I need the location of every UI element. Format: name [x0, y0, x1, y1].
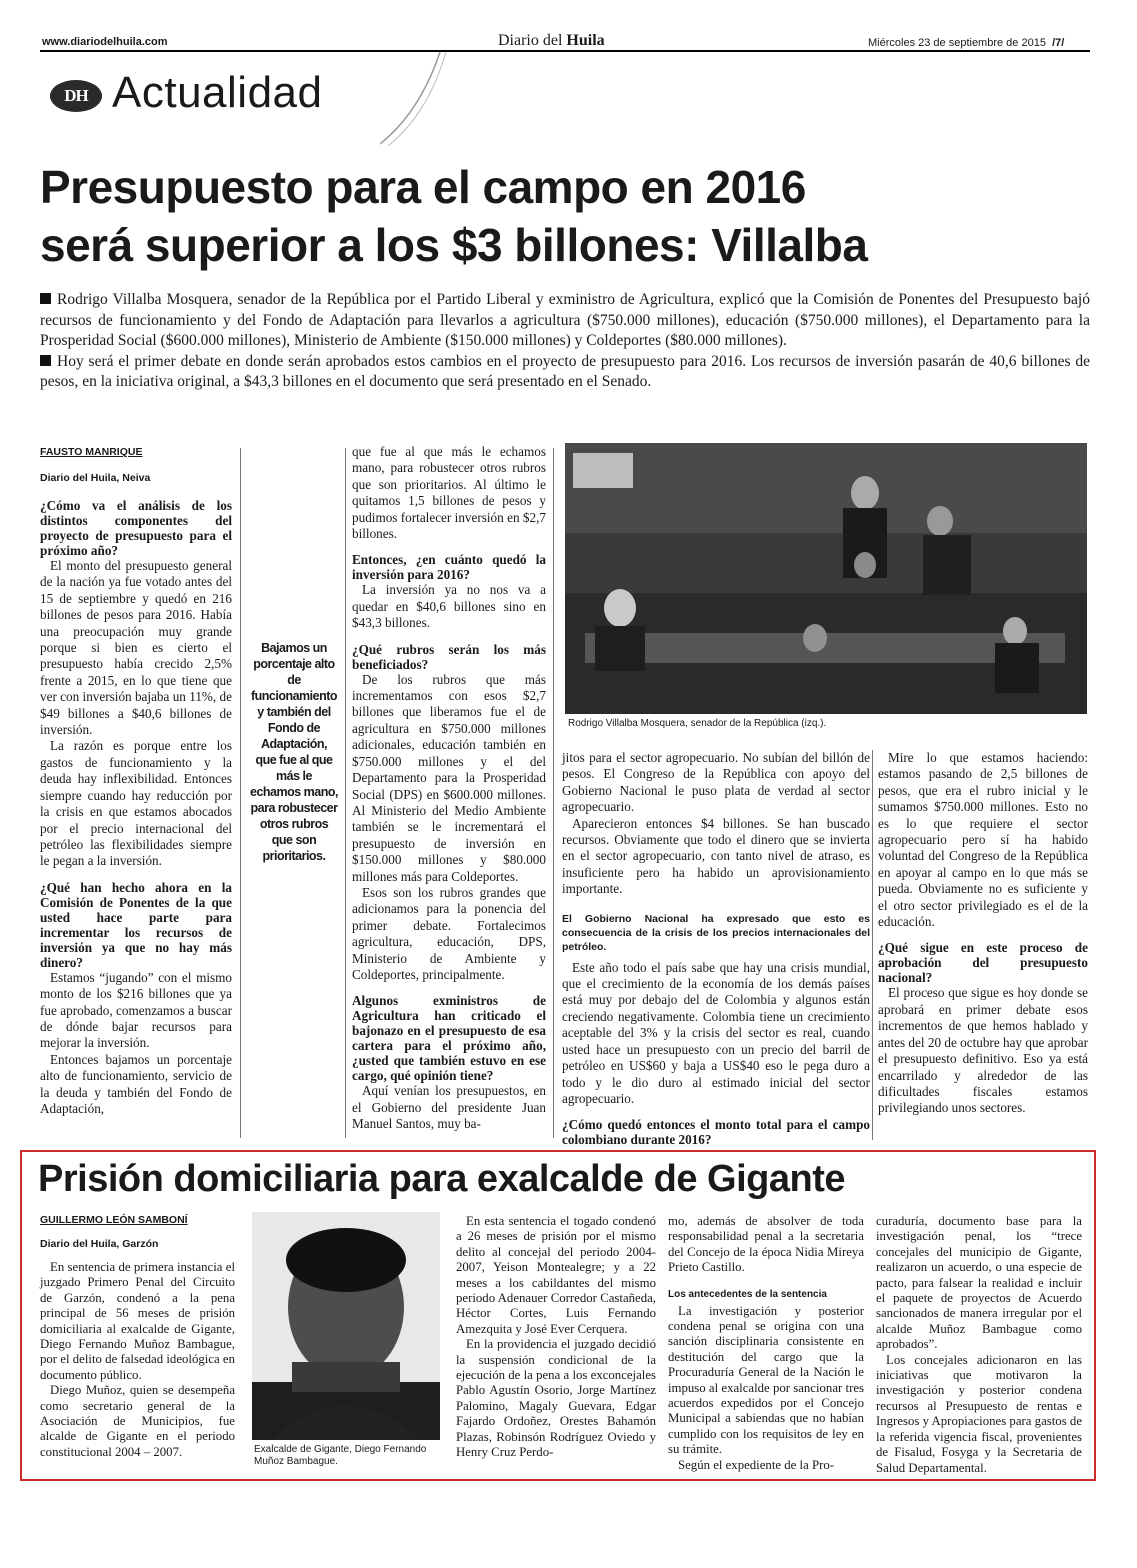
site-url: www.diariodelhuila.com: [42, 36, 168, 48]
byline: FAUSTO MANRIQUE: [40, 446, 143, 458]
page-number: /7/: [1052, 37, 1065, 49]
article2-column-4: [876, 1214, 1082, 1476]
main-headline: [40, 158, 1100, 274]
senate-photo: [565, 443, 1087, 714]
paragraph: En sentencia de primera instancia el juzgado Primero Penal del Circuito de Garzón, condenó a la pena principal de 56 meses de prisión domiciliaria al exalcalde de Gigante, Diego Fernando Muñoz Bambague, por el delito de falsedad ideológica en documento público.: [40, 1260, 235, 1382]
section-swoosh: [380, 52, 450, 147]
article2-column-2: [456, 1214, 656, 1461]
paragraph: Estamos “jugando” con el mismo monto de los $216 billones que ya fue aprobado, comenzamos a buscar de dónde bajar recursos para mejorar la inversión.: [40, 969, 232, 1051]
column-divider: [240, 448, 241, 1138]
article1-column-4: [562, 750, 870, 1147]
subhead: Los antecedentes de la sentencia: [668, 1288, 827, 1300]
column-divider: [553, 448, 554, 1138]
paragraph: De los rubros que más incrementamos con esos $2,7 billones que liberamos fue el de agricultura en $750.000 millones adicionales, educación también en $750.000 millones y el del Departamento para la Prosperidad Social (DPS) en $600.000 millones. Al Ministerio del Medio Ambiente también se le incrementará el presupuesto de inversión en $150.000 millones y $80.000 millones más para Coldeportes.: [352, 671, 546, 884]
paragraph: Aparecieron entonces $4 billones. Se han buscado recursos. Obviamente que todo el dinero que se invierta en el sector agropecuario, con tanto nivel de atraso, es insuficiente pero ha habido un aprovisionamiento importante.: [562, 815, 870, 897]
date-line: [868, 37, 1064, 49]
question: Algunos exministros de Agricultura han criticado el bajonazo en el presupuesto de esa cartera para el próximo año, ¿usted que también estuvo en ese cargo, qué opinión tiene?: [352, 993, 546, 1084]
photo-caption: Rodrigo Villalba Mosquera, senador de la República (izq.).: [568, 718, 827, 729]
column-divider: [872, 750, 873, 1140]
senate-photo-illustration: [565, 443, 1087, 714]
paragraph: La investigación y posterior condena penal se origina con una sanción disciplinaria consistente en destitución del cargo que la Procuraduría General de la Nación le impuso al exalcalde por sancionar tres acuerdos expedidos por el Concejo Municipal a sabiendas que no habían cumplido con los requisitos de ley en su trámite.: [668, 1303, 864, 1457]
paragraph: Diego Muñoz, quien se desempeña como secretario general de la Asociación de Municipios, fue alcalde de Gigante en el periodo constitucional 2004 – 2007.: [40, 1383, 235, 1459]
exmayor-photo-illustration: [252, 1212, 440, 1440]
question: Entonces, ¿en cuánto quedó la inversión para 2016?: [352, 552, 546, 583]
paragraph: Los concejales adicionaron en las iniciativas que motivaron la investigación y posterior condena recursos al Presupuesto de rentas e Ingresos y Apropiaciones para gastos de la referida vigencia fiscal, provenientes de Fisalud, Fosyga y la Secretaria de Salud Departamental.: [876, 1352, 1082, 1475]
question: ¿Qué rubros serán los más beneficiados?: [352, 641, 546, 672]
exmayor-photo: [252, 1212, 440, 1440]
paragraph: En esta sentencia el togado condenó a 26 meses de prisión por el mismo delito al concejal del periodo 2004- 2007, Yeison Montealegre; y a 22 meses a los cabildantes del mismo periodo Adenauer Corredor Castañeda, Héctor Cortes, Luis Fernando Amezquita y José Ever Cerquera.: [456, 1214, 656, 1336]
paragraph: Esos son los rubros grandes que adicionamos para la ponencia del primer debate. Fortalecimos agricultura, educación, DPS, Ministerio de Ambiente y Coldeportes, principalmente.: [352, 884, 546, 982]
paragraph: En la providencia el juzgado decidió la suspensión condicional de la ejecución de la pena a los exconcejales Pablo Agustín Osorio, Jorge Martínez Palomino, Magaly Guevara, Edgar Fajardo Ordoñez, Orestes Bahamón Plazas, Robinsón Rodríguez Oviedo y Henry Cruz Perdo-: [456, 1337, 656, 1460]
paper-name: [498, 32, 605, 50]
paper-name-b: Huila: [566, 32, 605, 49]
paragraph: El monto del presupuesto general de la nación ya fue votado antes del 15 de septiembre y quedó en 216 billones de pesos para 2016. Había una preocupación muy grande porque si bien es cierto el presupuesto había crecido 2,5% frente a 2015, en lo que tiene que ver con inversión bajaba un 11%, de $49 billones a $40,6 billones de inversión.: [40, 558, 232, 738]
paragraph: Aquí venían los presupuestos, en el Gobierno del presidente Juan Manuel Santos, muy ba-: [352, 1083, 546, 1132]
paragraph: El proceso que sigue es hoy donde se aprobará en primer debate esos incrementos de que hemos hablado y antes del 20 de octubre hay que aprobar el presupuesto definitivo. Eso ya está encarrilado y alrededor de las dificultades fiscales estamos privilegiando unos sectores.: [878, 985, 1088, 1116]
paragraph: jitos para el sector agropecuario. No subían del billón de pesos. El Congreso de la República con apoyo del Gobierno Nacional le puso plata de verdad al sector agropecuario.: [562, 750, 870, 815]
headline-line-2: será superior a los $3 billones: Villalba: [40, 219, 868, 271]
square-bullet-icon: [40, 293, 51, 304]
article1-column-3: [352, 444, 546, 1133]
article1-column-1: [40, 446, 232, 1117]
pull-quote: Bajamos un porcentaje alto de funcionamiento y también del Fondo de Adaptación, que fue al que más le echamos mano, para robustecer otros rubros que son prioritarios.: [250, 641, 338, 863]
article2-headline: Prisión domiciliaria para exalcalde de Gigante: [38, 1158, 845, 1200]
question: ¿Cómo quedó entonces el monto total para el campo colombiano durante 2016?: [562, 1117, 870, 1148]
lede: [40, 290, 1090, 393]
article1-column-5: [878, 750, 1088, 1117]
dateline: Diario del Huila, Neiva: [40, 472, 151, 484]
lede-paragraph-2: Hoy será el primer debate en donde serán aprobados estos cambios en el proyecto de presupuesto para 2016. Los recursos de inversión pasarán de 40,6 billones de pesos, en la iniciativa original, a $43,3 billones en el documento que será presentado en el Senado.: [40, 352, 1090, 390]
paragraph: Mire lo que estamos haciendo: estamos pasando de 2,5 billones de pesos, que era el rubro inicial y le sumamos $750.000 millones. Esto no es lo que requiere el sector agropecuario pero sí ha habido voluntad del Congreso de la República en apoyar al campo en lo que más se pueda. Obviamente no es suficiente y el otro sector privilegiado es el de la educación.: [878, 750, 1088, 930]
lede-paragraph-1: Rodrigo Villalba Mosquera, senador de la República por el Partido Liberal y exministro de Agricultura, explicó que la Comisión de Ponentes del Presupuesto bajó recursos de funcionamiento y del Fondo de Adaptación para llevarlos a agricultura ($750.000 millones), educación ($750.000 millones), el Departamento para la Prosperidad Social ($600.000 millones), Ministerio de Ambiente ($150.000 millones) y Coldeportes ($80.000 millones).: [40, 291, 1090, 349]
paragraph: mo, además de absolver de toda responsabilidad penal a la secretaria del Concejo de la época Nidia Mireya Prieto Castillo.: [668, 1214, 864, 1275]
paragraph: Este año todo el país sabe que hay una crisis mundial, que el crecimiento de la economía de los demás países está muy por debajo del de Colombia y algunos están creciendo negativamente. Colombia tiene un crecimiento aceptable del 3% y la crisis del sector es real, cuando usted hace un presupuesto con un precio del barril de petróleo en US$60 y baja a US$40 eso le pega duro a todo y le dio duro al estimado inicial del sector agropecuario.: [562, 959, 870, 1106]
question: ¿Qué sigue en este proceso de aprobación del presupuesto nacional?: [878, 940, 1088, 986]
paper-name-a: Diario del: [498, 32, 567, 49]
paragraph: que fue al que más le echamos mano, para robustecer otros rubros que son prioritarios. Al último le quitamos 1,5 billones de pesos y pudimos fortalecer inversión en $2,7 billones.: [352, 444, 546, 542]
paragraph: La inversión ya no nos va a quedar en $40,6 billones sino en $43,3 billones.: [352, 582, 546, 631]
headline-line-1: Presupuesto para el campo en 2016: [40, 161, 806, 213]
paragraph: Entonces bajamos un porcentaje alto de funcionamiento, servicio de la deuda y también del Fondo de Adaptación,: [40, 1051, 232, 1116]
dateline: Diario del Huila, Garzón: [40, 1238, 159, 1250]
exmayor-photo-caption: Exalcalde de Gigante, Diego Fernando Muñoz Bambague.: [254, 1444, 427, 1467]
question: ¿Qué han hecho ahora en la Comisión de Ponentes de la que usted hace parte para incrementar los recursos de inversión ya que no hay más dinero?: [40, 879, 232, 970]
article2-column-3: [668, 1214, 864, 1473]
paragraph: curaduría, documento base para la investigación penal, los “trece concejales del municipio de Gigante, realizaron un acuerdo, o una especie de pacto, para falsear la realidad e incluir el paquete de proyectos de Acuerdo sancionados de manera irregular por el alcalde Muñoz Bambague como aprobados”.: [876, 1214, 1082, 1352]
paragraph: Según el expediente de la Pro-: [678, 1457, 834, 1472]
paragraph: La razón es porque entre los gastos de funcionamiento y la deuda hay inflexibilidad. Entonces siempre cuando hay reducción por la crisis en que estamos abocados por el precio internacional del petróleo las flexibilidades siempre le pegan a la inversión.: [40, 738, 232, 869]
article2-column-1: [40, 1214, 235, 1460]
dh-logo: DH: [50, 80, 102, 112]
section-title: Actualidad: [112, 68, 323, 117]
subhead: El Gobierno Nacional ha expresado que esto es consecuencia de la crisis de los precios internacionales del petróleo.: [562, 912, 870, 953]
square-bullet-icon: [40, 355, 51, 366]
column-divider: [345, 448, 346, 1138]
question: ¿Cómo va el análisis de los distintos componentes del proyecto de presupuesto para el próximo año?: [40, 498, 232, 558]
header-rule: [40, 50, 1090, 52]
issue-date: Miércoles 23 de septiembre de 2015: [868, 37, 1046, 49]
byline: GUILLERMO LEÓN SAMBONÍ: [40, 1214, 188, 1226]
